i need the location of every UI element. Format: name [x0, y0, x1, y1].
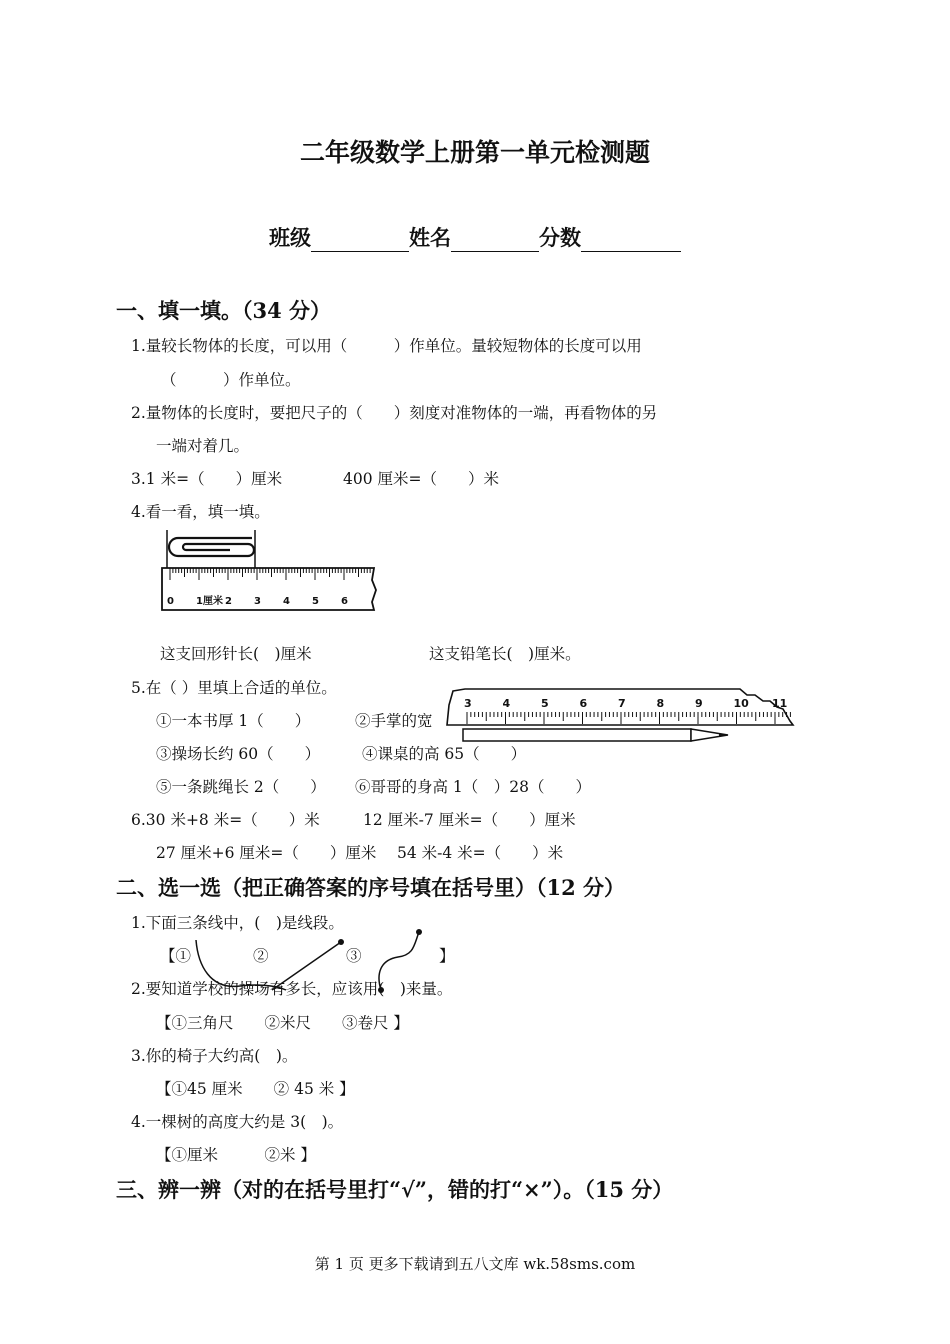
ruler-label: 8 — [656, 697, 665, 710]
s1-q5-2: ②手掌的宽 — [355, 712, 433, 730]
s1-q1-line2: （ ）作单位。 — [161, 371, 301, 389]
s2-q4-options: 【①厘米 ②米 】 — [156, 1146, 316, 1164]
s1-q6-d: 54 米-4 米=（ ）米 — [397, 844, 564, 862]
s1-q2-line1: 2.量物体的长度时，要把尺子的（ ）刻度对准物体的一端，再看物体的另 — [131, 404, 658, 422]
s1-q6-b: 12 厘米-7 厘米=（ ）厘米 — [363, 811, 576, 829]
ruler-label: 4 — [502, 697, 511, 710]
name-label: 姓名 — [409, 225, 451, 250]
s1-q5-3: ③操场长约 60（ ） — [156, 745, 321, 763]
ruler-label: 3 — [254, 596, 261, 607]
section3-heading: 三、辨一辨（对的在括号里打“√”，错的打“×”）。（15 分） — [116, 1177, 674, 1202]
s2-q3: 3.你的椅子大约高( )。 — [131, 1047, 298, 1065]
s1-q5-1: ①一本书厚 1（ ） — [156, 712, 311, 730]
ruler-label: 2 — [225, 596, 232, 607]
ruler-label: 5 — [312, 596, 319, 607]
s1-q1-line1: 1.量较长物体的长度，可以用（ ）作单位。量较短物体的长度可以用 — [131, 337, 642, 355]
ruler-label: 9 — [695, 697, 703, 710]
s1-q6-c: 27 厘米+6 厘米=（ ）厘米 — [156, 844, 377, 862]
s1-q4: 4.看一看，填一填。 — [131, 503, 270, 521]
s2-q1: 1.下面三条线中，( )是线段。 — [131, 914, 344, 932]
ruler-label: 7 — [618, 697, 626, 710]
s1-q5-5: ⑤一条跳绳长 2（ ） — [156, 778, 326, 796]
page-footer: 第 1 页 更多下载请到五八文库 wk.58sms.com — [314, 1255, 636, 1273]
s2-q3-options: 【①45 厘米 ② 45 米 】 — [156, 1080, 355, 1098]
ruler-label: 3 — [464, 697, 472, 710]
s1-q2-line2: 一端对着几。 — [156, 437, 250, 455]
s1-q5-6: ⑥哥哥的身高 1（ ）28（ ） — [355, 778, 592, 796]
ruler-label: 6 — [579, 697, 588, 710]
s1-q3-a: 3.1 米=（ ）厘米 — [131, 470, 283, 488]
s2-q4: 4.一棵树的高度大约是 3( )。 — [131, 1113, 344, 1131]
ruler-label: 6 — [341, 596, 348, 607]
class-label: 班级 — [269, 225, 311, 250]
s1-q4-a: 这支回形针长( )厘米 — [160, 645, 312, 663]
ruler-label: 0 — [167, 596, 174, 607]
ruler-label: 4 — [283, 596, 290, 607]
section2-heading: 二、选一选（把正确答案的序号填在括号里）（12 分） — [116, 875, 626, 900]
section1-heading: 一、填一填。（34 分） — [116, 298, 332, 323]
s2-q2-options: 【①三角尺 ②米尺 ③卷尺 】 — [156, 1014, 409, 1032]
ruler-label: 1厘米 — [196, 596, 223, 607]
s2-q2: 2.要知道学校的操场有多长，应该用( )来量。 — [131, 980, 453, 998]
s2-q1-options: 【① ② ③ 】 — [160, 947, 455, 965]
s1-q4-b: 这支铅笔长( )厘米。 — [429, 645, 581, 663]
s1-q5-4: ④课桌的高 65（ ） — [362, 745, 527, 763]
s1-q6-a: 6.30 米+8 米=（ ）米 — [131, 811, 320, 829]
ruler-label: 10 — [733, 697, 749, 710]
ruler-label: 5 — [541, 697, 549, 710]
page-title: 二年级数学上册第一单元检测题 — [299, 138, 650, 167]
s1-q3-b: 400 厘米=（ ）米 — [343, 470, 499, 488]
ruler-label: 11 — [772, 697, 788, 710]
score-label: 分数 — [539, 225, 581, 250]
s1-q5: 5.在（ ）里填上合适的单位。 — [131, 679, 337, 697]
